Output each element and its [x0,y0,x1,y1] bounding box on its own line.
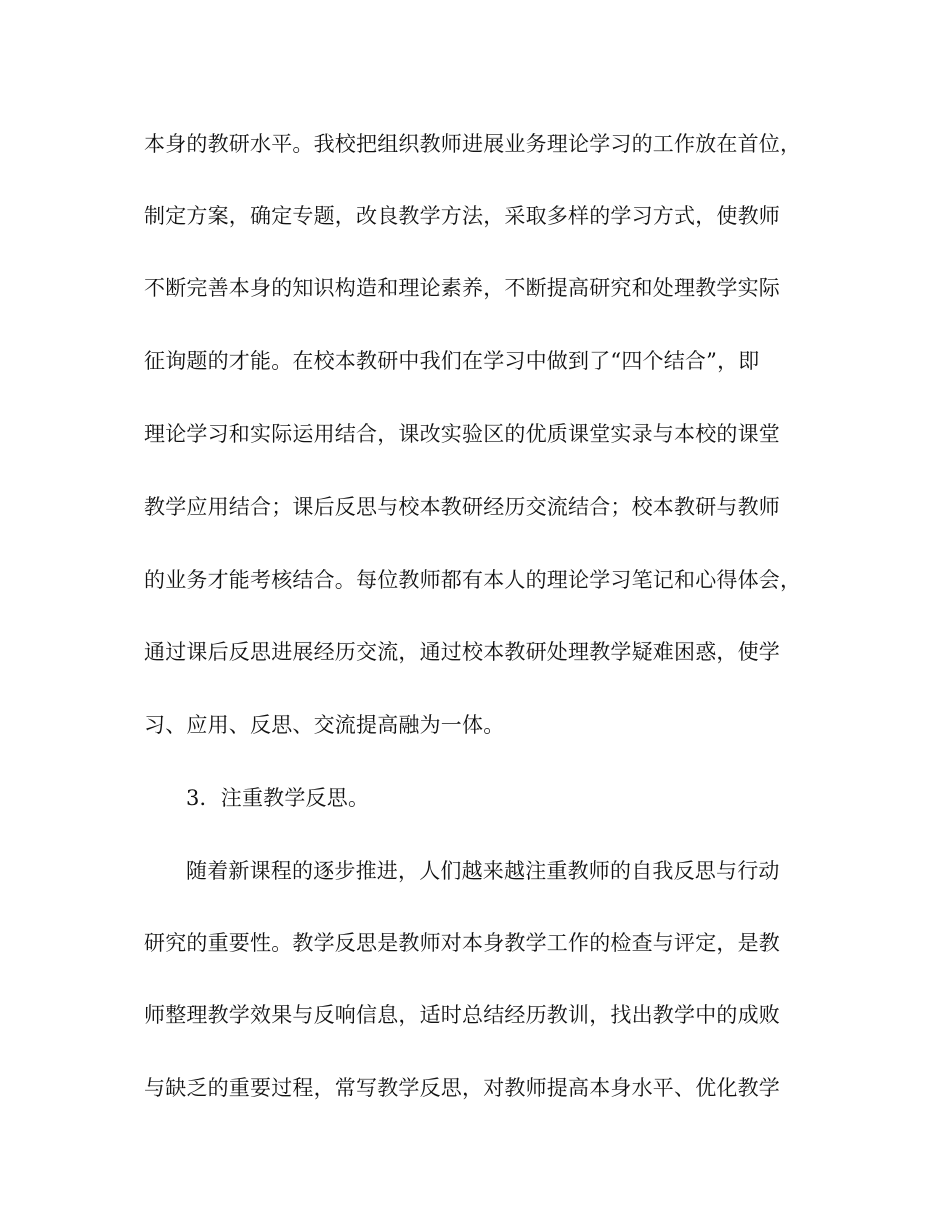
text-line-12: 研究的重要性。教学反思是教师对本身教学工作的检查与评定，是教 [144,931,780,955]
text-line-2: 制定方案，确定专题，改良教学方法，采取多样的学习方式，使教师 [144,204,780,228]
section-heading: 3．注重教学反思。 [186,786,370,810]
text-line-8: 通过课后反思进展经历交流，通过校本教研处理教学疑难困惑，使学 [144,640,780,664]
text-line-11: 随着新课程的逐步推进，人们越来越注重教师的自我反思与行动 [186,859,780,883]
text-line-5: 理论学习和实际运用结合，课改实验区的优质课堂实录与本校的课堂 [144,422,780,446]
text-line-6: 教学应用结合；课后反思与校本教研经历交流结合；校本教研与教师 [144,495,780,519]
text-line-13: 师整理教学效果与反响信息，适时总结经历教训，找出教学中的成败 [144,1003,780,1027]
text-line-7: 的业务才能考核结合。每位教师都有本人的理论学习笔记和心得体会， [144,568,802,592]
text-line-9: 习、应用、反思、交流提高融为一体。 [144,713,505,737]
text-line-14: 与缺乏的重要过程，常写教学反思，对教师提高本身水平、优化教学 [144,1076,780,1100]
text-line-1: 本身的教研水平。我校把组织教师进展业务理论学习的工作放在首位， [144,132,802,156]
text-line-3: 不断完善本身的知识构造和理论素养，不断提高研究和处理教学实际 [144,276,780,300]
text-line-4: 征询题的才能。在校本教研中我们在学习中做到了“四个结合”，即 [144,349,760,373]
